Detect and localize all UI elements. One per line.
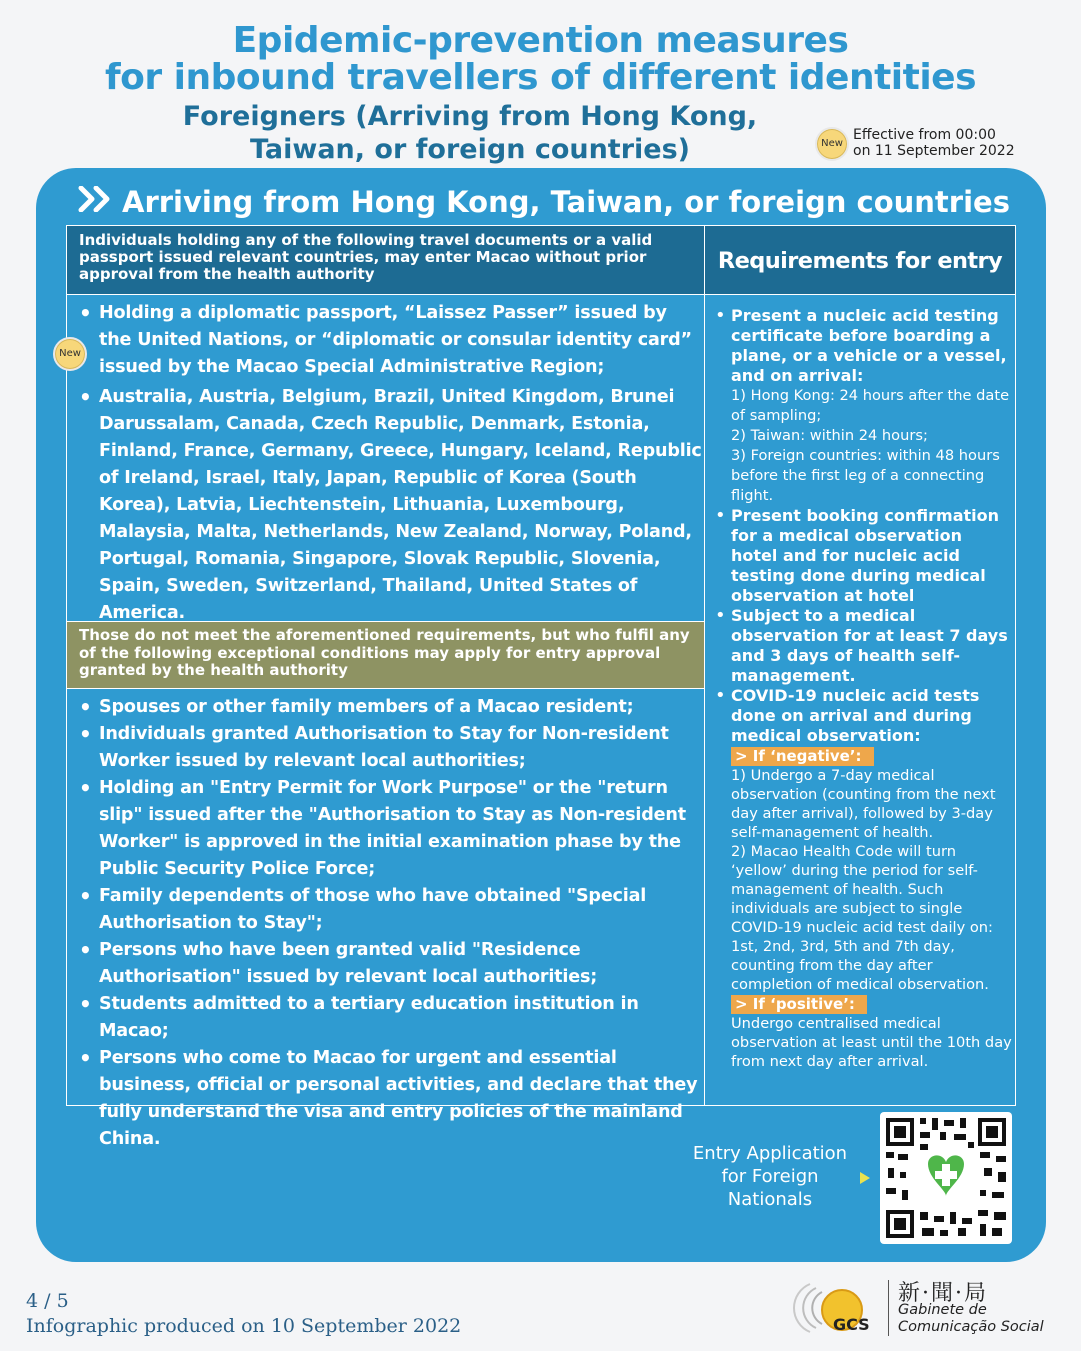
page-title-line1: Epidemic-prevention measures [232, 20, 849, 61]
requirements-list [712, 306, 1012, 1071]
negative-detail: 1) Undergo a 7-day medical observation (counting from the next day after arrival), followed by 3-day self-management of health. [731, 767, 996, 841]
requirement-observation [712, 606, 1012, 686]
new-badge-diplomatic: New [53, 337, 87, 371]
requirement-title: • Present a nucleic acid testing certificate before boarding a plane, or a vehicle or a vessel, and on arrival: [731, 306, 1007, 385]
negative-detail: 2) Macao Health Code will turn ‘yellow’ during the period for self-management of health. Such individuals are subject to single COVID-19 nucleic acid test daily on: 1st, 2nd, 3rd, 5th and 7th day, counting from the day after completion of medical observation. [731, 843, 993, 993]
list-item: • Students admitted to a tertiary education institution in Macao; [66, 991, 702, 1045]
logo-chinese-name: 新·聞·局 [898, 1281, 988, 1306]
requirement-detail: 3) Foreign countries: within 48 hours before the first leg of a connecting flight. [731, 447, 1000, 504]
apply-line: for Foreign [721, 1166, 819, 1187]
list-item: • Individuals granted Authorisation to Stay for Non-resident Worker issued by relevant local authorities; [66, 721, 702, 775]
effective-line2: on 11 September 2022 [853, 143, 1015, 159]
logo-portuguese-name [898, 1302, 1044, 1336]
requirement-title: • COVID-19 nucleic acid tests done on arrival and during medical observation: [731, 686, 980, 745]
page-subtitle [150, 100, 790, 166]
page-number: 4 / 5 [26, 1290, 69, 1312]
list-item: • Australia, Austria, Belgium, Brazil, United Kingdom, Brunei Darussalam, Canada, Czech Republic, Denmark, Estonia, Finland, France, Germany, Greece, Hungary, Iceland, Republic of Ireland, Israel, Italy, Japan, Republic of Korea (South Korea), Latvia, Liechtenstein, Lithuania, Luxembourg, Malaysia, Malta, Netherlands, New Zealand, Norway, Poland, Portugal, Romania, Singapore, Slovak Republic, Slovenia, Spain, Sweden, Switzerland, Thailand, United States of America. [66, 384, 702, 627]
requirement-nat-certificate [712, 306, 1012, 506]
list-item: • Family dependents of those who have obtained "Special Authorisation to Stay"; [66, 883, 702, 937]
requirement-title: • Present booking confirmation for a medical observation hotel and for nucleic acid testing done during medical observation at hotel [731, 506, 1000, 605]
panel-heading-text: Arriving from Hong Kong, Taiwan, or foreign countries [122, 185, 1010, 219]
new-badge-effective: New [815, 127, 849, 161]
gcs-logo-icon [792, 1274, 872, 1340]
documents-header: Individuals holding any of the following travel documents or a valid passport issued relevant countries, may enter Macao without prior approval from the health authority [66, 225, 705, 295]
entry-application-label [680, 1142, 860, 1211]
list-item: • Spouses or other family members of a Macao resident; [66, 694, 702, 721]
subtitle-line1: Foreigners (Arriving from Hong Kong, [182, 101, 758, 132]
requirement-tests [712, 686, 1012, 1071]
documents-list [66, 300, 702, 630]
effective-line1: Effective from 00:00 [853, 127, 996, 143]
requirement-detail: 1) Hong Kong: 24 hours after the date of sampling; [731, 387, 1010, 424]
double-chevron-right-icon [78, 180, 114, 224]
apply-line: Nationals [727, 1189, 813, 1210]
logo-pt-line: Gabinete de [898, 1302, 987, 1318]
produced-date: Infographic produced on 10 September 2022 [26, 1315, 462, 1337]
requirement-title: • Subject to a medical observation for at least 7 days and 3 days of health self-management. [731, 606, 1008, 685]
qr-code-icon [880, 1112, 1012, 1244]
exceptions-header: Those do not meet the aforementioned requirements, but who fulfil any of the following exceptional conditions may apply for entry approval granted by the health authority [66, 621, 705, 689]
requirements-header: Requirements for entry [704, 225, 1016, 295]
arrow-right-icon [860, 1172, 870, 1184]
logo-pt-line: Comunicação Social [898, 1319, 1044, 1335]
list-item: • Holding a diplomatic passport, “Laissez Passer” issued by the United Nations, or “diplomatic or consular identity card” issued by the Macao Special Administrative Region; [66, 300, 702, 381]
list-item: • Holding an "Entry Permit for Work Purpose" or the "return slip" issued after the "Authorisation to Stay as Non-resident Worker" is approved in the initial examination phase by the Public Security Police Force; [66, 775, 702, 883]
negative-tag: > If ‘negative’: [731, 747, 874, 766]
gcs-logo [792, 1274, 872, 1340]
panel-heading [78, 180, 1038, 224]
effective-date [853, 127, 1073, 159]
page-title-line2: for inbound travellers of different identities [104, 57, 977, 98]
list-item: • Persons who come to Macao for urgent and essential business, official or personal activities, and declare that they fully understand the visa and entry policies of the mainland China. [66, 1045, 702, 1153]
subtitle-line2: Taiwan, or foreign countries) [249, 134, 691, 165]
positive-detail: Undergo centralised medical observation at least until the 10th day from next day after arrival. [731, 1015, 1012, 1070]
logo-divider [888, 1280, 889, 1336]
entry-application-qr-code[interactable] [880, 1112, 1012, 1244]
list-item: • Persons who have been granted valid "Residence Authorisation" issued by relevant local authorities; [66, 937, 702, 991]
positive-tag: > If ‘positive’: [731, 995, 867, 1014]
exceptions-list [66, 694, 702, 1153]
requirement-booking [712, 506, 1012, 606]
apply-line: Entry Application [692, 1143, 848, 1164]
logo-letters: GCS [833, 1315, 870, 1334]
requirement-detail: 2) Taiwan: within 24 hours; [731, 427, 928, 444]
